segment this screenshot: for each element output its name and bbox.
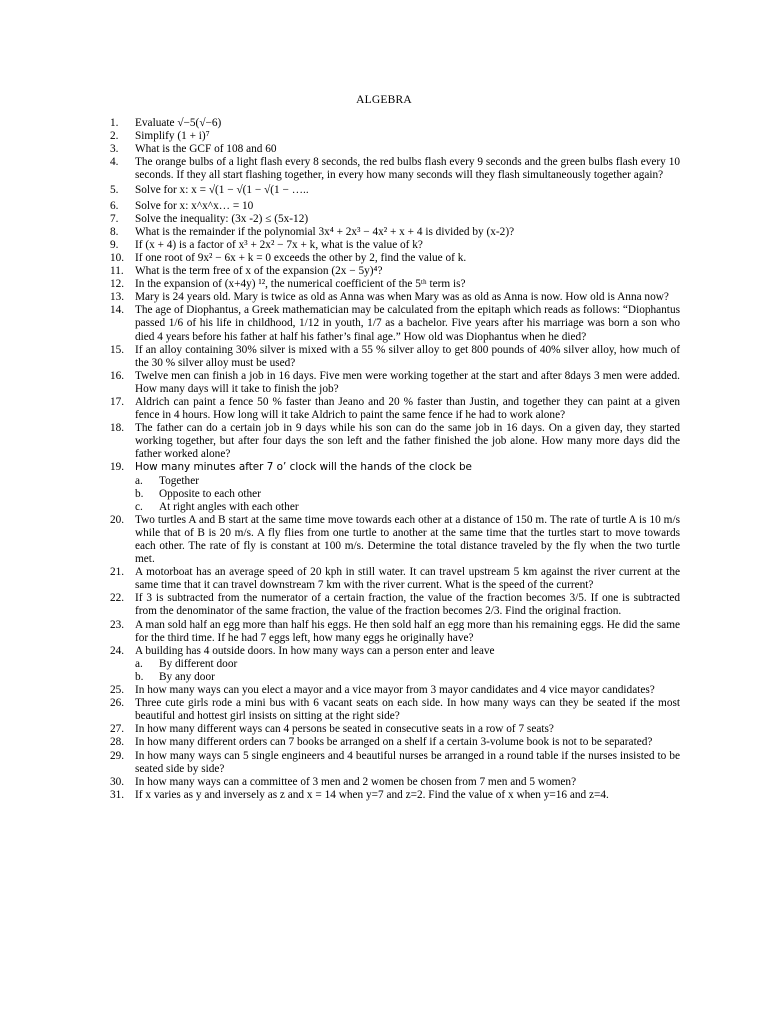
- question-number: 23.: [110, 618, 125, 631]
- question-item: [110, 239, 680, 252]
- question-text: If (x + 4) is a factor of x³ + 2x² − 7x + k, what is the value of k?: [135, 238, 423, 251]
- question-number: 1.: [110, 117, 119, 129]
- sub-question-text: By different door: [159, 657, 238, 670]
- question-item: [110, 566, 680, 592]
- question-number: 21.: [110, 566, 125, 579]
- question-text: Solve for x: x^x^x… = 10: [135, 199, 254, 212]
- question-text: Simplify (1 + i)⁷: [135, 130, 210, 143]
- sub-question-letter: a.: [135, 474, 143, 487]
- question-number: 4.: [110, 156, 119, 169]
- question-text: In the expansion of (x+4y) ¹², the numerical coefficient of the 5ᵗʰ term is?: [135, 278, 466, 291]
- question-text: What is the remainder if the polynomial 3x⁴ + 2x³ − 4x² + x + 4 is divided by (x-2)?: [135, 225, 515, 238]
- question-number: 13.: [110, 291, 125, 304]
- question-item: [110, 304, 680, 343]
- sub-question-list: [135, 475, 680, 514]
- question-text: How many minutes after 7 o’ clock will the hands of the clock be: [135, 461, 472, 474]
- sub-question-list: [135, 658, 680, 684]
- question-text: In how many ways can 5 single engineers and 4 beautiful nurses be arranged in a round table if the nurses insisted to be seated side by side?: [135, 749, 680, 775]
- question-text: Evaluate √−5(√−6): [135, 117, 222, 129]
- question-number: 28.: [110, 736, 125, 749]
- question-number: 10.: [110, 251, 125, 264]
- question-text: If an alloy containing 30% silver is mixed with a 55 % silver alloy to get 800 pounds of 40% silver alloy, how much of the 30 % silver alloy must be used?: [135, 343, 680, 369]
- question-text: A building has 4 outside doors. In how many ways can a person enter and leave: [135, 644, 495, 657]
- question-number: 24.: [110, 644, 125, 657]
- question-item: [110, 344, 680, 370]
- question-item: [110, 130, 680, 143]
- sub-question-item: [135, 671, 680, 684]
- question-text: The father can do a certain job in 9 days while his son can do the same job in 16 days. On a given day, they started working together, but after four days the son left and the father finished the job alone. How many more days did the father worked alone?: [135, 422, 680, 461]
- sub-question-letter: b.: [135, 487, 144, 500]
- question-item: [110, 750, 680, 776]
- question-text: In how many ways can you elect a mayor and a vice mayor from 3 mayor candidates and 4 vice mayor candidates?: [135, 684, 655, 697]
- question-text: In how many ways can a committee of 3 men and 2 women be chosen from 7 men and 5 women?: [135, 775, 577, 788]
- question-item: [110, 200, 680, 213]
- question-item: [110, 156, 680, 182]
- question-item: [110, 265, 680, 278]
- question-item: [110, 252, 680, 265]
- question-item: [110, 226, 680, 239]
- sub-question-text: At right angles with each other: [159, 500, 299, 513]
- question-text: Mary is 24 years old. Mary is twice as old as Anna was when Mary was as old as Anna is now. How old is Anna now?: [135, 291, 669, 304]
- question-number: 11.: [110, 265, 124, 278]
- sub-question-item: [135, 488, 680, 501]
- question-item: [110, 514, 680, 566]
- question-item: [110, 370, 680, 396]
- question-number: 2.: [110, 130, 119, 143]
- question-item: [110, 736, 680, 749]
- question-item: [110, 213, 680, 226]
- sub-question-text: By any door: [159, 670, 215, 683]
- question-number: 6.: [110, 199, 119, 212]
- question-item: [110, 461, 680, 513]
- question-number: 14.: [110, 304, 125, 317]
- question-number: 29.: [110, 749, 125, 762]
- question-item: [110, 184, 680, 197]
- question-item: [110, 422, 680, 461]
- sub-question-item: [135, 501, 680, 514]
- sub-question-letter: c.: [135, 500, 143, 513]
- page-title: ALGEBRA: [356, 94, 412, 106]
- question-item: [110, 697, 680, 723]
- question-text: In how many different orders can 7 books be arranged on a shelf if a certain 3-volume book is not to be separated?: [135, 736, 653, 749]
- question-text: A man sold half an egg more than half his eggs. He then sold half an egg more than his remaining eggs. He did the same for the third time. If he had 7 eggs left, how many eggs he originally have?: [135, 618, 680, 644]
- question-text: If 3 is subtracted from the numerator of a certain fraction, the value of the fraction becomes 3/5. If one is subtracted from the denominator of the same fraction, the value of the fraction becomes 2/3. Find the original fraction.: [135, 592, 680, 618]
- sub-question-letter: a.: [135, 657, 143, 670]
- question-number: 31.: [110, 788, 125, 801]
- question-number: 30.: [110, 775, 125, 788]
- question-number: 19.: [110, 461, 125, 474]
- question-number: 9.: [110, 238, 119, 251]
- question-number: 18.: [110, 422, 125, 435]
- question-number: 15.: [110, 343, 125, 356]
- question-text: Aldrich can paint a fence 50 % faster than Jeano and 20 % faster than Justin, and together they can paint at a given fence in 4 hours. How long will it take Aldrich to paint the same fence if he had to work alone?: [135, 395, 680, 422]
- question-number: 5.: [110, 184, 119, 197]
- question-number: 27.: [110, 723, 125, 736]
- question-text: The age of Diophantus, a Greek mathematician may be calculated from the epitaph which reads as follows: “Diophantus passed 1/6 of his life in childhood, 1/12 in youth, 1/7 as a bachelor. Five years after his marriage was born a son who died 4 years before his father at half his father’s final age.” How old was Diophantus when he died?: [135, 304, 680, 343]
- question-item: [110, 278, 680, 291]
- question-text: Twelve men can finish a job in 16 days. Five men were working together at the start and after 8days 3 men were added. How many days will it take to finish the job?: [135, 369, 680, 395]
- question-item: [110, 396, 680, 422]
- question-number: 16.: [110, 369, 125, 382]
- question-text: Solve the inequality: (3x -2) ≤ (5x-12): [135, 212, 309, 225]
- question-item: [110, 117, 680, 130]
- question-item: [110, 291, 680, 304]
- question-item: [110, 684, 680, 697]
- question-text: A motorboat has an average speed of 20 kph in still water. It can travel upstream 5 km against the river current at the same time that it can travel downstream 7 km with the river current. What is the speed of the current?: [135, 566, 680, 592]
- question-text: Two turtles A and B start at the same time move towards each other at a distance of 150 m. The rate of turtle A is 10 m/s while that of B is 20 m/s. A fly flies from one turtle to another at the same time that the turtles start to move towards each other. The rate of fly is constant at 100 m/s. Determine the total distance traveled by the fly when the two turtle met.: [135, 513, 680, 566]
- question-number: 7.: [110, 212, 119, 225]
- sub-question-letter: b.: [135, 670, 144, 683]
- question-number: 12.: [110, 278, 125, 291]
- question-item: [110, 723, 680, 736]
- question-text: In how many different ways can 4 persons be seated in consecutive seats in a row of 7 seats?: [135, 723, 554, 736]
- question-text: Three cute girls rode a mini bus with 6 vacant seats on each side. In how many ways can they be seated if the most beautiful and hottest girl insists on sitting at the right side?: [135, 697, 680, 723]
- question-number: 3.: [110, 143, 119, 156]
- question-number: 22.: [110, 592, 125, 605]
- question-text: What is the GCF of 108 and 60: [135, 143, 277, 156]
- question-text: The orange bulbs of a light flash every 8 seconds, the red bulbs flash every 9 seconds and the green bulbs flash every 10 seconds. If they all start flashing together, in every how many seconds will they flash simultaneously together again?: [135, 156, 680, 182]
- question-number: 20.: [110, 513, 125, 526]
- question-text: Solve for x: x = √(1 − √(1 − √(1 − …..: [135, 184, 309, 197]
- question-number: 25.: [110, 684, 125, 697]
- question-item: [110, 592, 680, 618]
- question-item: [110, 143, 680, 156]
- question-number: 26.: [110, 697, 125, 710]
- question-item: [110, 645, 680, 684]
- sub-question-text: Together: [159, 474, 199, 487]
- question-text: What is the term free of x of the expansion (2x − 5y)⁴?: [135, 265, 383, 278]
- question-list: [110, 117, 680, 802]
- question-text: If x varies as y and inversely as z and x = 14 when y=7 and z=2. Find the value of x when y=16 and z=4.: [135, 788, 609, 801]
- question-item: [110, 776, 680, 789]
- question-item: [110, 619, 680, 645]
- question-number: 17.: [110, 395, 125, 408]
- sub-question-item: [135, 475, 680, 488]
- question-item: [110, 789, 680, 802]
- question-number: 8.: [110, 225, 119, 238]
- sub-question-item: [135, 658, 680, 671]
- sub-question-text: Opposite to each other: [159, 487, 261, 500]
- question-text: If one root of 9x² − 6x + k = 0 exceeds the other by 2, find the value of k.: [135, 251, 467, 264]
